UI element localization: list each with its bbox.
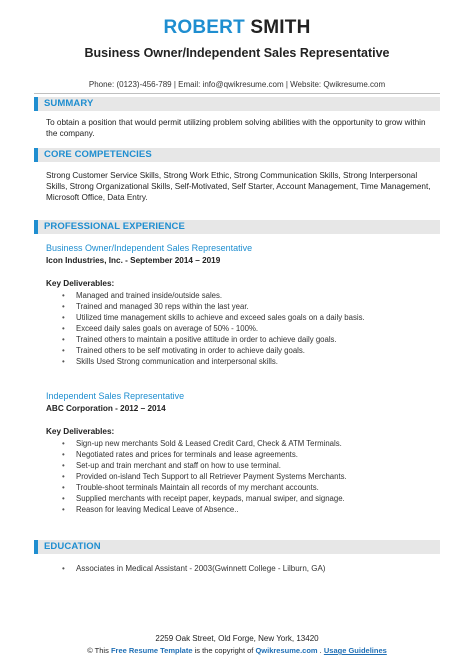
job-1-company: Icon Industries, Inc. - September 2014 – 2019 [46, 256, 221, 265]
education-heading-band [34, 540, 440, 554]
list-item: • Supplied merchants with receipt paper, keypads, manual swiper, and signage. [62, 493, 438, 504]
list-item: • Sign-up new merchants Sold & Leased Credit Card, Check & ATM Terminals. [62, 438, 438, 449]
job-title: Business Owner/Independent Sales Representative [84, 46, 390, 60]
last-name: SMITH [250, 17, 311, 38]
list-item: • Trained others to maintain a positive attitude in order to achieve daily goals. [62, 334, 438, 345]
list-item: • Reason for leaving Medical Leave of Absence.. [62, 504, 438, 515]
list-item: • Trained and managed 30 reps within the last year. [62, 301, 438, 312]
candidate-name [0, 17, 474, 39]
experience-heading: PROFESSIONAL EXPERIENCE [44, 221, 185, 232]
list-item: • Exceed daily sales goals on average of 50% - 100%. [62, 323, 438, 334]
competencies-heading-band [34, 148, 440, 162]
job-1-role: Business Owner/Independent Sales Representative [46, 243, 253, 253]
experience-heading-band [34, 220, 440, 234]
summary-heading: SUMMARY [44, 98, 94, 109]
list-item: • Provided on-island Tech Support to all Retriever Payment Systems Merchants. [62, 471, 438, 482]
summary-heading-band [34, 97, 440, 111]
education-item [62, 564, 325, 573]
footer-middle: is the copyright of [194, 646, 254, 655]
list-item: • Negotiated rates and prices for terminals and lease agreements. [62, 449, 438, 460]
footer-copyright: © This Free Resume Template is the copyright of Qwikresume.com . Usage Guidelines [87, 646, 387, 655]
list-item: • Trained others to be self motivating in order to achieve daily goals. [62, 345, 438, 356]
first-name: ROBERT [163, 17, 245, 38]
site-link[interactable]: Qwikresume.com [255, 646, 318, 655]
list-item: • Skills Used Strong communication and interpersonal skills. [62, 356, 438, 367]
education-item-text: Associates in Medical Assistant - 2003(Gwinnett College - Lilburn, GA) [76, 564, 326, 573]
usage-guidelines-link[interactable]: Usage Guidelines [323, 646, 387, 655]
job-2-deliverables-label: Key Deliverables: [46, 427, 115, 436]
list-item: • Set-up and train merchant and staff on how to use terminal. [62, 460, 438, 471]
education-heading: EDUCATION [44, 541, 101, 552]
list-item: • Trouble-shoot terminals Maintain all records of my merchant accounts. [62, 482, 438, 493]
list-item: • Managed and trained inside/outside sales. [62, 290, 438, 301]
list-item: • Utilized time management skills to achieve and exceed sales goals on a daily basis. [62, 312, 438, 323]
job-1-deliverables-list [62, 290, 438, 367]
summary-text: To obtain a position that would permit utilizing problem solving abilities with the opportunity to grow within the company. [46, 118, 426, 138]
job-2-company: ABC Corporation - 2012 – 2014 [46, 404, 166, 413]
competencies-text: Strong Customer Service Skills, Strong Work Ethic, Strong Communication Skills, Strong Interpersonal Skills, Strong Organizational Skills, Self-Motivated, Self Starter, Account Management, Time Management, Microsoft Office, Data Entry. [46, 171, 431, 202]
job-2-role: Independent Sales Representative [46, 391, 185, 401]
contact-line: Phone: (0123)-456-789 | Email: info@qwikresume.com | Website: Qwikresume.com [88, 80, 386, 89]
footer-address: 2259 Oak Street, Old Forge, New York, 13420 [155, 634, 319, 643]
job-2-deliverables-list [62, 438, 438, 515]
footer-prefix: © This [87, 646, 109, 655]
competencies-heading: CORE COMPETENCIES [44, 149, 152, 160]
job-1-deliverables-label: Key Deliverables: [46, 279, 115, 288]
free-template-link[interactable]: Free Resume Template [110, 646, 193, 655]
header-divider [34, 93, 440, 94]
